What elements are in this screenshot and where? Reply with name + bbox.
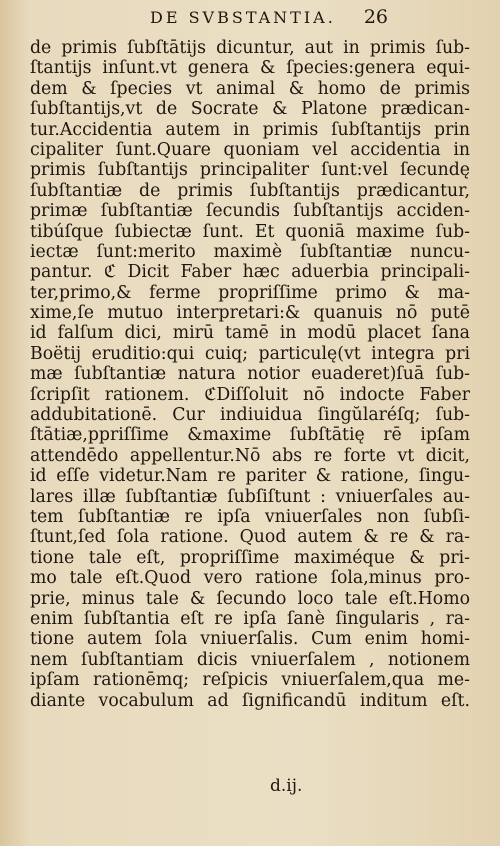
text-line: id eſſe videtur.Nam re pariter & ratione, ſingu- — [30, 466, 470, 487]
text-line: enim ſubſtantia eſt re ipſa ſanè ſingularis , ra- — [30, 608, 470, 629]
text-line: ſtātiæ,ppriſſime &maxime ſubſtātię rē ipſam — [30, 425, 470, 446]
text-line: pantur. ℭ Dicit Faber hæc aduerbia principali- — [30, 262, 470, 283]
text-line: tur.Accidentia autem in primis ſubſtantijs prin — [30, 119, 470, 140]
text-line: primis ſubſtantijs principaliter ſunt:vel ſecundę — [30, 160, 470, 181]
text-line: ſcripſit rationem. ℭDiſſoluit nō indocte Faber — [30, 384, 470, 405]
text-line: tione tale eſt, propriſſime maximéque & pri- — [30, 547, 470, 568]
text-line: mo tale eſt.Quod vero ratione ſola,minus pro- — [30, 568, 470, 589]
text-line: ſtantijs inſunt.vt genera & ſpecies:genera equi- — [30, 58, 470, 79]
text-line: tibúſque ſubiectæ ſunt. Et quoniā maxime ſub- — [30, 221, 470, 242]
text-line: lares illæ ſubſtantiæ ſubſiſtunt : vniuerſales au- — [30, 486, 470, 507]
text-line: id falſum dici, mirū tamē in modū placet ſana — [30, 323, 470, 344]
text-line: mæ ſubſtantiæ natura notior euaderet)ſuā ſub- — [30, 364, 470, 385]
text-line: tione autem ſola vniuerſalis. Cum enim homi- — [30, 629, 470, 650]
text-line: ſtunt,ſed ſola ratione. Quod autem & re & ra- — [30, 527, 470, 548]
text-line: iectæ ſunt:merito maximè ſubſtantiæ nuncu- — [30, 241, 470, 262]
text-line: prie, minus tale & ſecundo loco tale eſt.Homo — [30, 588, 470, 609]
text-line: addubitationē. Cur indiuidua ſingŭlaréſq; ſub- — [30, 405, 470, 426]
text-line: ipſam rationēmq; reſpicis vniuerſalem,qua me- — [30, 670, 470, 691]
text-line: Boëtij eruditio:qui cuiq; particulę(vt integra pri — [30, 343, 470, 364]
text-line: ſubſtantiæ de primis ſubſtantijs prædicantur, — [30, 180, 470, 201]
page-number: 26 — [363, 6, 388, 28]
signature-mark: d.ij. — [270, 776, 303, 796]
text-line: nem ſubſtantiam dicis vniuerſalem , notionem — [30, 649, 470, 670]
text-line: xime,ſe mutuo interpretari:& quanuis nō putē — [30, 303, 470, 324]
text-line: primæ ſubſtantiæ ſecundis ſubſtantijs acciden- — [30, 201, 470, 222]
text-line: diante vocabulum ad ſignificandū inditum eſt. — [30, 690, 470, 711]
text-line: attendēdo appellentur.Nō abs re forte vt dicit, — [30, 445, 470, 466]
text-line: dem & ſpecies vt animal & homo de primis — [30, 78, 470, 99]
text-line: ter,primo,& ferme propriſſime primo & ma- — [30, 282, 470, 303]
running-title: DE SVBSTANTIA. — [150, 8, 336, 27]
body-text — [30, 38, 470, 711]
text-line: cipaliter ſunt.Quare quoniam vel accidentia in — [30, 139, 470, 160]
text-line: de primis ſubſtātijs dicuntur, aut in primis ſub- — [30, 38, 470, 58]
text-line: ſubſtantijs,vt de Socrate & Platone prædican- — [30, 99, 470, 120]
running-head — [150, 6, 480, 30]
text-line: tem ſubſtantiæ re ipſa vniuerſales non ſubſi- — [30, 506, 470, 527]
